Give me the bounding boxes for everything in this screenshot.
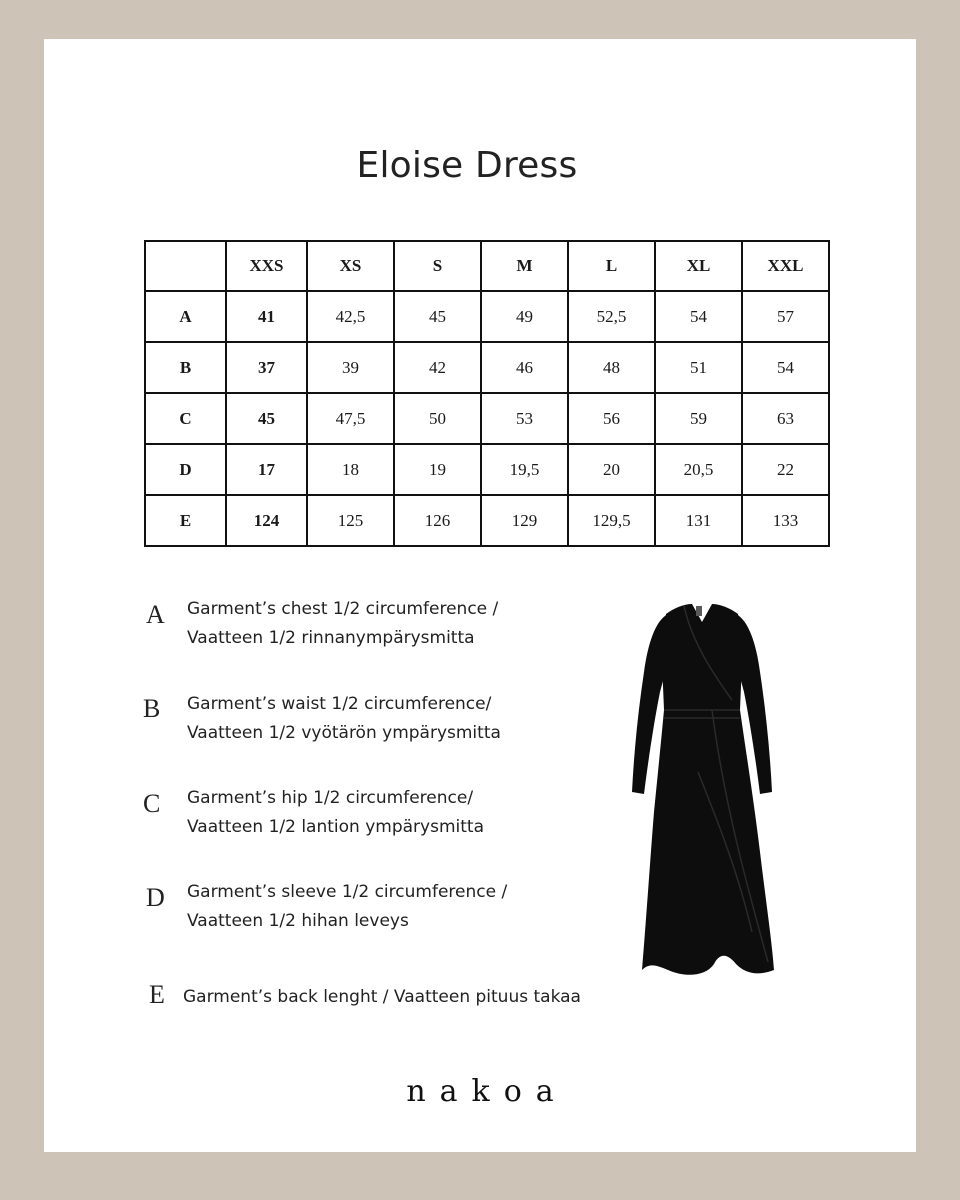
legend-letter-b: B	[143, 694, 161, 723]
legend-text-en: Garment’s back lenght / Vaatteen pituus takaa	[183, 987, 581, 1007]
legend-text-en: Garment’s chest 1/2 circumference /	[187, 599, 499, 619]
row-label: C	[145, 393, 226, 444]
corner-cell	[145, 241, 226, 291]
row-label: B	[145, 342, 226, 393]
table-cell: 63	[742, 393, 829, 444]
legend-text-fi: Vaatteen 1/2 hihan leveys	[187, 911, 409, 931]
page-title: Eloise Dress	[356, 145, 578, 186]
table-cell: 18	[307, 444, 394, 495]
size-header: M	[481, 241, 568, 291]
table-cell: 46	[481, 342, 568, 393]
legend-letter-c: C	[143, 789, 161, 818]
table-cell: 41	[226, 291, 307, 342]
legend-letter-a: A	[146, 600, 165, 629]
table-cell: 125	[307, 495, 394, 546]
table-cell: 129,5	[568, 495, 655, 546]
legend-text-en: Garment’s hip 1/2 circumference/	[187, 788, 474, 808]
table-cell: 20,5	[655, 444, 742, 495]
legend-text-en: Garment’s waist 1/2 circumference/	[187, 694, 492, 714]
table-cell: 124	[226, 495, 307, 546]
table-cell: 53	[481, 393, 568, 444]
legend-letter-d: D	[146, 883, 165, 912]
row-label: E	[145, 495, 226, 546]
table-row	[145, 495, 829, 546]
table-cell: 45	[394, 291, 481, 342]
table-cell: 57	[742, 291, 829, 342]
table-cell: 54	[655, 291, 742, 342]
table-cell: 126	[394, 495, 481, 546]
table-cell: 51	[655, 342, 742, 393]
size-header: L	[568, 241, 655, 291]
table-row	[145, 393, 829, 444]
legend-item-d	[187, 878, 507, 936]
table-row	[145, 342, 829, 393]
size-header: S	[394, 241, 481, 291]
table-cell: 47,5	[307, 393, 394, 444]
legend-text-fi: Vaatteen 1/2 vyötärön ympärysmitta	[187, 723, 501, 743]
brand-logo: nakoa	[406, 1074, 568, 1109]
legend-item-e	[183, 983, 581, 1012]
legend-letter-e: E	[149, 980, 165, 1009]
size-header: XS	[307, 241, 394, 291]
legend-item-c	[187, 784, 484, 842]
row-label: A	[145, 291, 226, 342]
table-cell: 52,5	[568, 291, 655, 342]
table-cell: 39	[307, 342, 394, 393]
table-cell: 19,5	[481, 444, 568, 495]
table-cell: 19	[394, 444, 481, 495]
legend-item-b	[187, 690, 501, 748]
table-cell: 49	[481, 291, 568, 342]
table-cell: 37	[226, 342, 307, 393]
size-header: XXS	[226, 241, 307, 291]
size-header-row	[145, 241, 829, 291]
size-table	[144, 240, 830, 547]
legend-text-fi: Vaatteen 1/2 rinnanympärysmitta	[187, 628, 475, 648]
table-cell: 50	[394, 393, 481, 444]
size-header: XXL	[742, 241, 829, 291]
table-row	[145, 444, 829, 495]
table-cell: 42,5	[307, 291, 394, 342]
black-wrap-dress-icon	[628, 602, 776, 978]
table-cell: 56	[568, 393, 655, 444]
table-cell: 48	[568, 342, 655, 393]
table-cell: 42	[394, 342, 481, 393]
table-cell: 129	[481, 495, 568, 546]
table-cell: 45	[226, 393, 307, 444]
table-row	[145, 291, 829, 342]
table-cell: 20	[568, 444, 655, 495]
size-header: XL	[655, 241, 742, 291]
legend-item-a	[187, 595, 498, 653]
row-label: D	[145, 444, 226, 495]
legend-text-en: Garment’s sleeve 1/2 circumference /	[187, 882, 508, 902]
table-cell: 54	[742, 342, 829, 393]
table-cell: 22	[742, 444, 829, 495]
legend-text-fi: Vaatteen 1/2 lantion ympärysmitta	[187, 817, 484, 837]
table-cell: 17	[226, 444, 307, 495]
table-cell: 131	[655, 495, 742, 546]
table-cell: 59	[655, 393, 742, 444]
table-cell: 133	[742, 495, 829, 546]
